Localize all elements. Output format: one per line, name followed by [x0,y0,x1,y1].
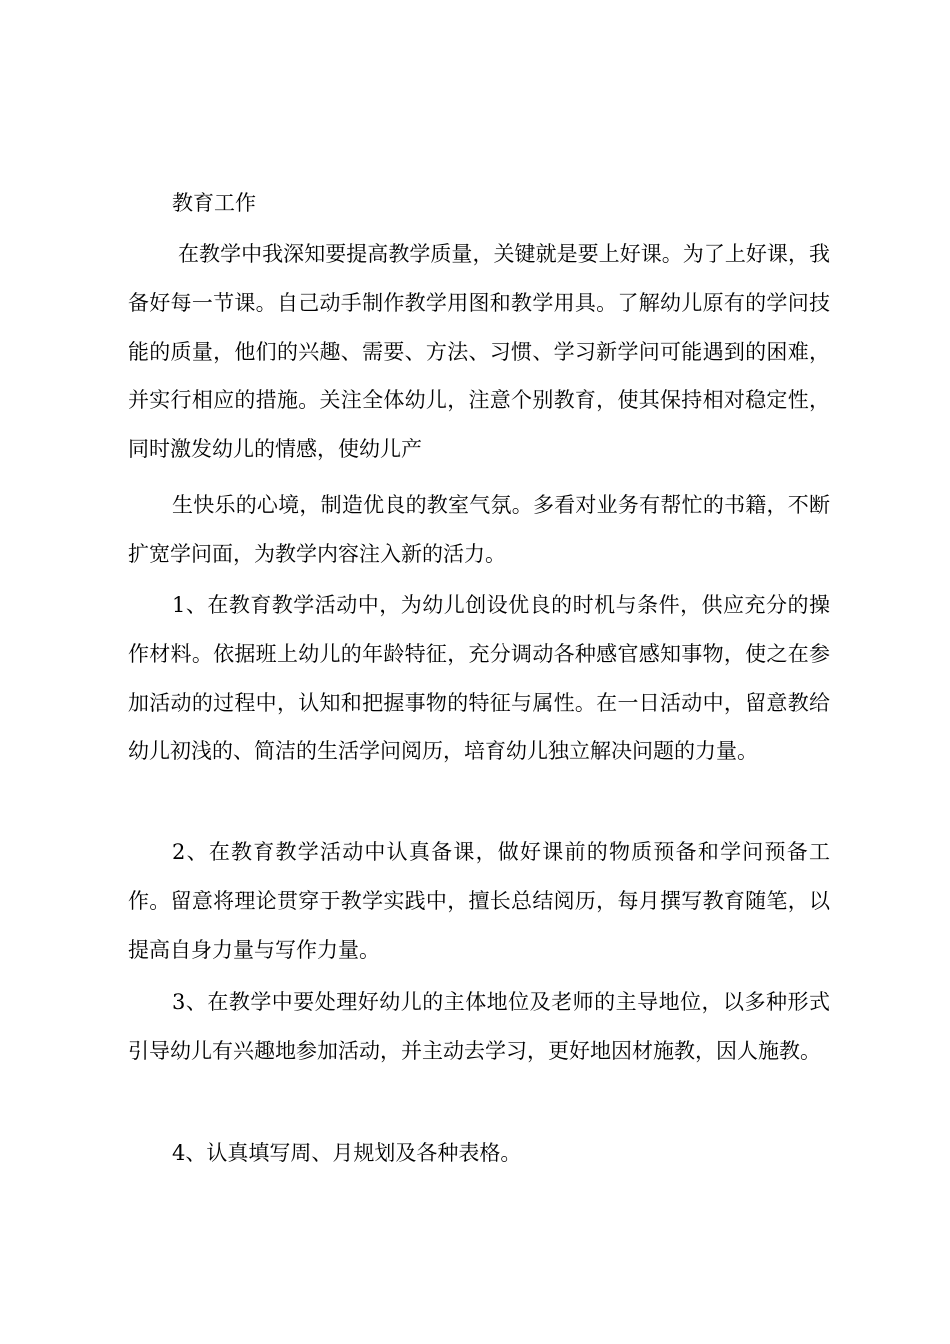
paragraph-item-2: 2、在教育教学活动中认真备课，做好课前的物质预备和学问预备工作。留意将理论贯穿于教学实践中，擅长总结阅历，每月撰写教育随笔，以提高自身力量与写作力量。 [128,840,830,962]
paragraph-item-1: 1、在教育教学活动中，为幼儿创设优良的时机与条件，供应充分的操作材料。依据班上幼儿的年龄特征，充分调动各种感官感知事物，使之在参加活动的过程中，认知和把握事物的特征与属性。在一日活动中，留意教给幼儿初浅的、简洁的生活学问阅历，培育幼儿独立解决问题的力量。 [128,593,830,764]
paragraph-item-3: 3、在教学中要处理好幼儿的主体地位及老师的主导地位，以多种形式引导幼儿有兴趣地参加活动，并主动去学习，更好地因材施教，因人施教。 [128,990,830,1063]
paragraph-item-4: 4、认真填写周、月规划及各种表格。 [172,1141,522,1165]
paragraph-continuation: 生快乐的心境，制造优良的教室气氛。多看对业务有帮忙的书籍，不断扩宽学问面，为教学内容注入新的活力。 [128,493,830,566]
section-heading: 教育工作 [172,191,256,215]
paragraph-intro: 在教学中我深知要提高教学质量，关键就是要上好课。为了上好课，我备好每一节课。自己动手制作教学用图和教学用具。了解幼儿原有的学问技能的质量，他们的兴趣、需要、方法、习惯、学习新学问可能遇到的困难，并实行相应的措施。关注全体幼儿，注意个别教育，使其保持相对稳定性，同时激发幼儿的情感，使幼儿产 [128,242,830,462]
